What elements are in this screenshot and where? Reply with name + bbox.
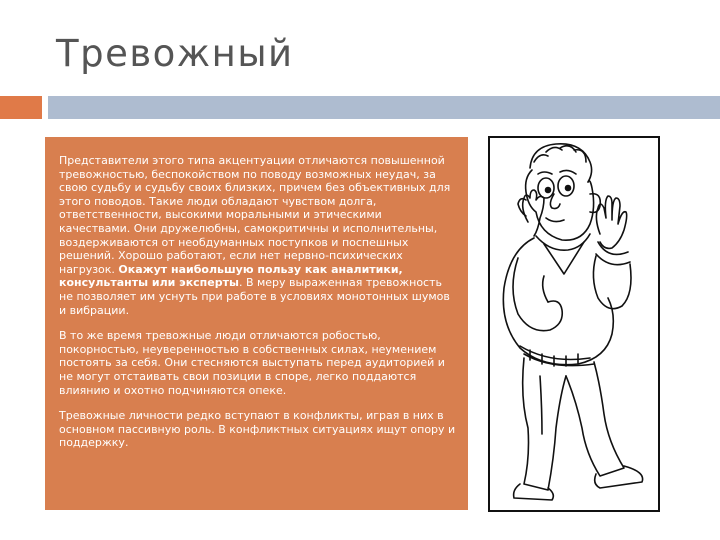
paragraph-1-bold: Окажут наибольшую пользу как аналитики, консультанты или эксперты [59, 262, 403, 290]
slide-title: Тревожный [56, 32, 294, 75]
paragraph-1-lead: Представители этого типа акцентуации отличаются повышенной тревожностью, беспокойством по поводу возможных неудач, за свою судьбу и судьбу своих близких, причем без объективных для этого поводов. Такие люди обладают чувством долга, ответственности, высокими моральными и этическими качествами. Они дружелюбны, самокритичны и исполнительны, воздерживаются от необдуманных поступков и поспешных решений. Хорошо работают, если нет нервно-психических нагрузок. [59, 154, 451, 276]
illustration-frame [488, 136, 660, 512]
accent-bar [48, 96, 720, 119]
paragraph-2: В то же время тревожные люди отличаются робостью, покорностью, неуверенностью в собственных силах, неумением постоять за себя. Они стесняются выступать перед аудиторией и не могут отстаивать свои позиции в споре, легко поддаются влиянию и охотно подчиняются опеке. [59, 329, 445, 397]
accent-square [0, 96, 42, 119]
paragraph-1-tail: . В меру выраженная тревожность не позволяет им уснуть при работе в условиях монотонных шумов и вибрации. [59, 276, 450, 317]
anxious-man-drawing [490, 138, 658, 510]
paragraph-1 [59, 154, 456, 317]
paragraph-3: Тревожные личности редко вступают в конфликты, играя в них в основном пассивную роль. В конфликтных ситуациях ищут опору и поддержку. [59, 409, 456, 450]
text-panel [45, 137, 468, 510]
